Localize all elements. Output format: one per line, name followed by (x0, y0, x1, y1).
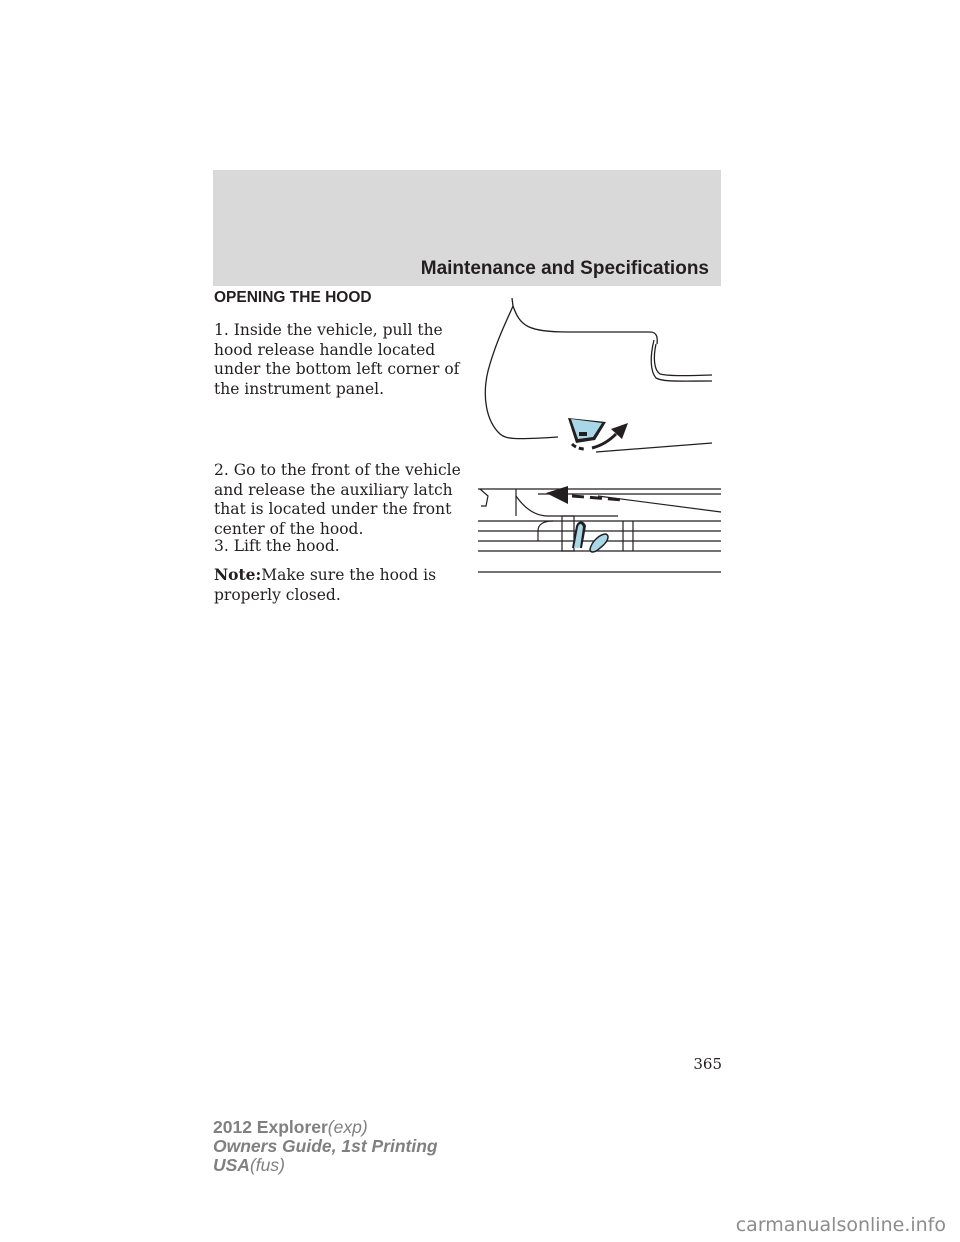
note-paragraph (214, 565, 469, 605)
footer-region-code: (fus) (249, 1155, 285, 1175)
footer-model-code: (exp) (327, 1117, 368, 1137)
note-text: Make sure the hood is properly closed. (214, 566, 437, 604)
section-title: Maintenance and Specifications (420, 258, 709, 279)
auxiliary-latch-illustration (478, 486, 723, 576)
footer-line-1 (213, 1118, 438, 1137)
page-number: 365 (693, 1055, 722, 1073)
watermark: carmanualsonline.info (735, 1214, 946, 1236)
footer-region: USA (213, 1155, 250, 1175)
section-header-band (213, 170, 721, 286)
step-2-text: 2. Go to the front of the vehicle and release the auxiliary latch that is located under the front center of the hood. (214, 461, 461, 538)
footer (213, 1118, 438, 1175)
hood-release-handle-illustration (478, 296, 714, 454)
step-1-text: 1. Inside the vehicle, pull the hood release handle located under the bottom left corner of the instrument panel. (214, 321, 460, 398)
note-label: Note: (214, 565, 262, 584)
footer-model: 2012 Explorer (213, 1117, 328, 1137)
footer-line-3 (213, 1156, 438, 1175)
step-3-text: 3. Lift the hood. (214, 537, 340, 555)
page-heading: OPENING THE HOOD (214, 289, 372, 306)
footer-line-2: Owners Guide, 1st Printing (213, 1136, 438, 1156)
